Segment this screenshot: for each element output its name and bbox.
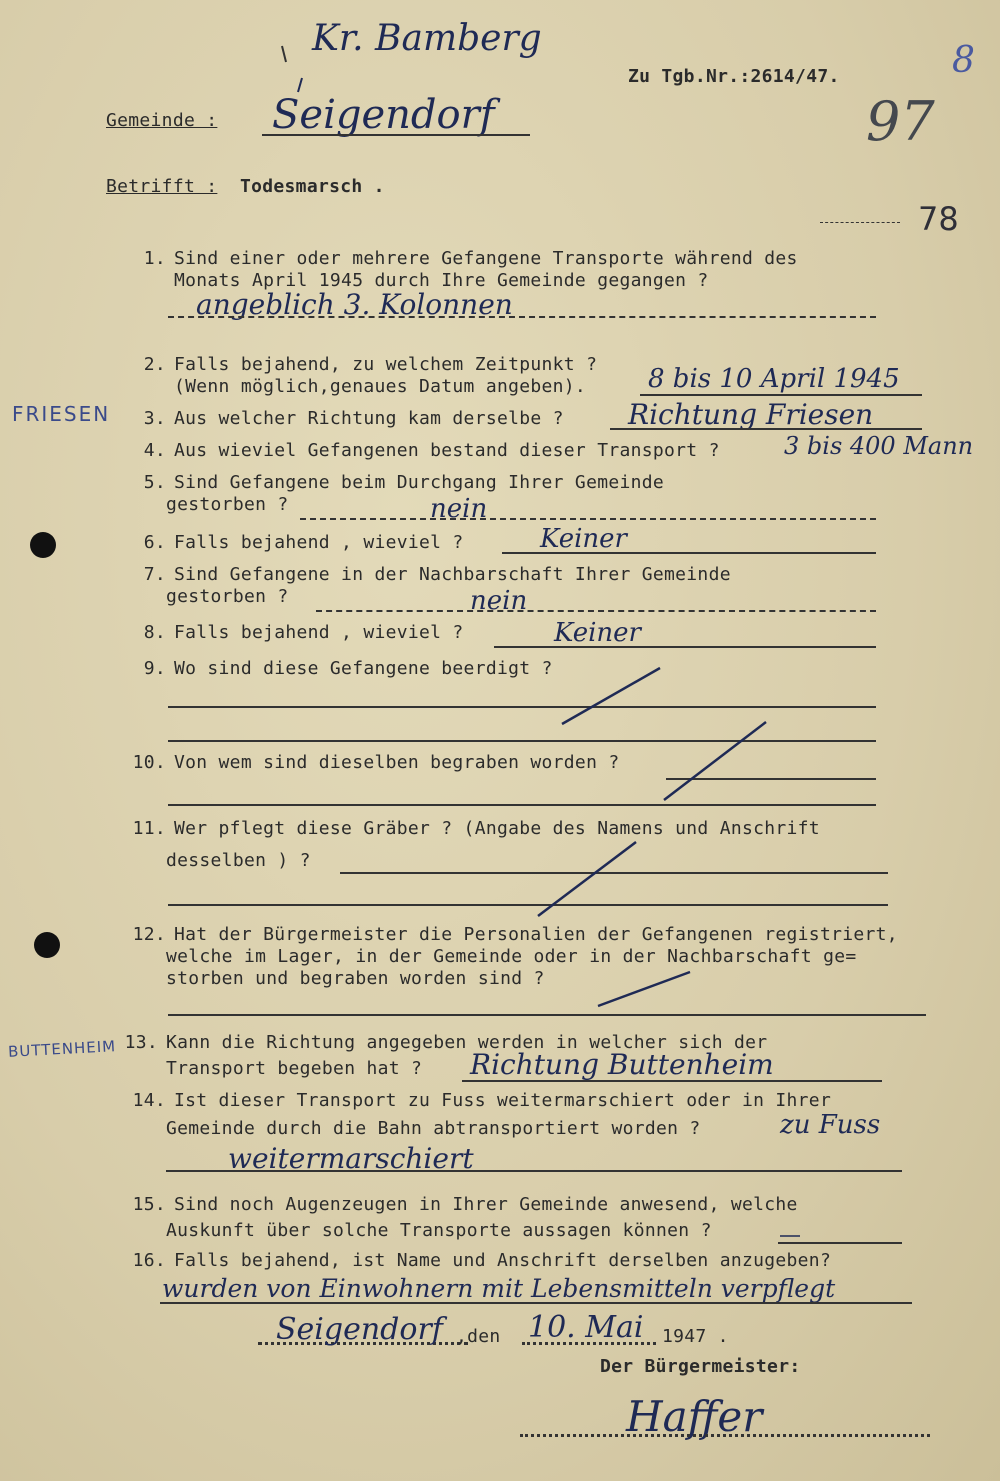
answer-3: Richtung Friesen (628, 398, 874, 431)
question-text: Wer pflegt diese Gräber ? (Angabe des Namens und Anschrift (174, 818, 820, 839)
margin-note-friesen: FRIESEN (12, 402, 111, 426)
slash-q9 (562, 668, 660, 724)
question-text: Falls bejahend, ist Name und Anschrift derselben anzugeben? (174, 1250, 832, 1271)
question-number: 4. (143, 440, 166, 461)
question-7-line-1 (120, 564, 731, 585)
footer-date: 10. Mai (528, 1310, 644, 1345)
question-text: Sind noch Augenzeugen in Ihrer Gemeinde anwesend, welche (174, 1194, 798, 1215)
answer-15-line (778, 1242, 902, 1244)
archive-number: 78 (918, 200, 959, 238)
question-text: Ist dieser Transport zu Fuss weitermarschiert oder in Ihrer (174, 1090, 832, 1111)
question-number: 6. (143, 532, 166, 553)
question-1-line-1 (120, 248, 798, 269)
answer-1: angeblich 3. Kolonnen (196, 288, 513, 321)
answer-16-line (160, 1302, 912, 1304)
stamp-number: 97 (866, 90, 935, 153)
answer-5-line (300, 518, 876, 520)
question-7-line-2: gestorben ? (166, 586, 289, 607)
footer-den: ,den (456, 1326, 501, 1347)
question-number: 16. (132, 1250, 166, 1271)
question-number: 5. (143, 472, 166, 493)
question-text: Falls bejahend , wieviel ? (174, 532, 464, 553)
question-number: 9. (143, 658, 166, 679)
mark-gemeinde (298, 78, 302, 92)
gemeinde-label: Gemeinde : (106, 110, 218, 131)
question-text: Falls bejahend , wieviel ? (174, 622, 464, 643)
question-15-line-2: Auskunft über solche Transporte aussagen können ? (166, 1220, 712, 1241)
answer-5: nein (430, 494, 488, 524)
signer-title: Der Bürgermeister: (600, 1356, 801, 1377)
answer-11-line-2 (168, 904, 888, 906)
question-number: 15. (132, 1194, 166, 1215)
answer-6: Keiner (540, 524, 627, 554)
question-9 (120, 658, 553, 679)
answer-9-line-1 (168, 706, 876, 708)
question-12-line-3: storben und begraben worden sind ? (166, 968, 545, 989)
question-number: 10. (132, 752, 166, 773)
answer-6-line (502, 552, 876, 554)
answer-10-line-1 (666, 778, 876, 780)
question-14-line-1 (120, 1090, 831, 1111)
question-10 (120, 752, 619, 773)
question-text: Aus wieviel Gefangenen bestand dieser Transport ? (174, 440, 720, 461)
question-number: 2. (143, 354, 166, 375)
question-text: Hat der Bürgermeister die Personalien der Gefangenen registriert, (174, 924, 898, 945)
archive-dash (820, 222, 900, 223)
question-text: Falls bejahend, zu welchem Zeitpunkt ? (174, 354, 598, 375)
answer-9-line-2 (168, 740, 876, 742)
reference-number: Zu Tgb.Nr.:2614/47. (628, 66, 840, 87)
answer-11-line-1 (340, 872, 888, 874)
answer-8-line (494, 646, 876, 648)
question-16 (120, 1250, 831, 1271)
slash-q12 (598, 972, 690, 1006)
corner-number: 8 (952, 40, 975, 81)
punch-hole-lower (34, 932, 60, 958)
question-text: Sind Gefangene beim Durchgang Ihrer Gemeinde (174, 472, 665, 493)
signature: Haffer (626, 1392, 763, 1441)
question-number: 8. (143, 622, 166, 643)
question-number: 13. (124, 1032, 158, 1053)
question-1-line-2: Monats April 1945 durch Ihre Gemeinde gegangen ? (174, 270, 709, 291)
answer-2-line (640, 394, 922, 396)
question-5-line-2: gestorben ? (166, 494, 289, 515)
mark-top (282, 46, 286, 62)
answer-4: 3 bis 400 Mann (784, 432, 974, 460)
question-3 (120, 408, 564, 429)
question-text: Aus welcher Richtung kam derselbe ? (174, 408, 564, 429)
question-text: Kann die Richtung angegeben werden in welcher sich der (166, 1032, 768, 1053)
gemeinde-value: Seigendorf (272, 92, 495, 138)
answer-2: 8 bis 10 April 1945 (648, 364, 900, 394)
question-14-line-2: Gemeinde durch die Bahn abtransportiert worden ? (166, 1118, 701, 1139)
question-number: 11. (132, 818, 166, 839)
question-text: Sind einer oder mehrere Gefangene Transporte während des (174, 248, 798, 269)
footer-place: Seigendorf (276, 1312, 443, 1347)
question-8 (120, 622, 464, 643)
answer-3-line (610, 428, 922, 430)
footer-year: 1947 . (662, 1326, 729, 1347)
answer-14-continued: weitermarschiert (228, 1142, 474, 1175)
question-number: 3. (143, 408, 166, 429)
question-text: Wo sind diese Gefangene beerdigt ? (174, 658, 553, 679)
betrifft-value: Todesmarsch . (240, 176, 385, 197)
answer-12-line (168, 1014, 926, 1016)
question-13-line-2: Transport begeben hat ? (166, 1058, 423, 1079)
punch-hole-upper (30, 532, 56, 558)
gemeinde-underline (262, 134, 530, 136)
answer-16: wurden von Einwohnern mit Lebensmitteln verpflegt (162, 1274, 836, 1303)
question-15-line-1 (120, 1194, 798, 1215)
question-5-line-1 (120, 472, 664, 493)
answer-7-line (316, 610, 876, 612)
answer-8: Keiner (554, 618, 641, 648)
question-6 (120, 532, 464, 553)
question-number: 14. (132, 1090, 166, 1111)
question-number: 12. (132, 924, 166, 945)
margin-note-buttenheim: BUTTENHEIM (7, 1037, 117, 1061)
question-11-line-2: desselben ) ? (166, 850, 311, 871)
slash-q10 (664, 722, 766, 800)
question-text: Sind Gefangene in der Nachbarschaft Ihrer Gemeinde (174, 564, 731, 585)
question-2-line-2: (Wenn möglich,genaues Datum angeben). (174, 376, 587, 397)
answer-13-line (462, 1080, 882, 1082)
answer-7: nein (470, 586, 528, 616)
signature-dots (520, 1434, 930, 1437)
question-number: 7. (143, 564, 166, 585)
question-11-line-1 (120, 818, 820, 839)
question-text: Von wem sind dieselben begraben worden ? (174, 752, 620, 773)
answer-14: zu Fuss (780, 1110, 881, 1140)
district-handwritten: Kr. Bamberg (312, 18, 542, 59)
question-12-line-1 (120, 924, 898, 945)
answer-10-line-2 (168, 804, 876, 806)
betrifft-label: Betrifft : (106, 176, 218, 197)
answer-13: Richtung Buttenheim (470, 1048, 774, 1081)
question-12-line-2: welche im Lager, in der Gemeinde oder in der Nachbarschaft ge= (166, 946, 857, 967)
answer-1-line (168, 316, 876, 318)
question-2-line-1 (120, 354, 597, 375)
answer-14-line (166, 1170, 902, 1172)
question-4 (120, 440, 720, 461)
question-number: 1. (143, 248, 166, 269)
